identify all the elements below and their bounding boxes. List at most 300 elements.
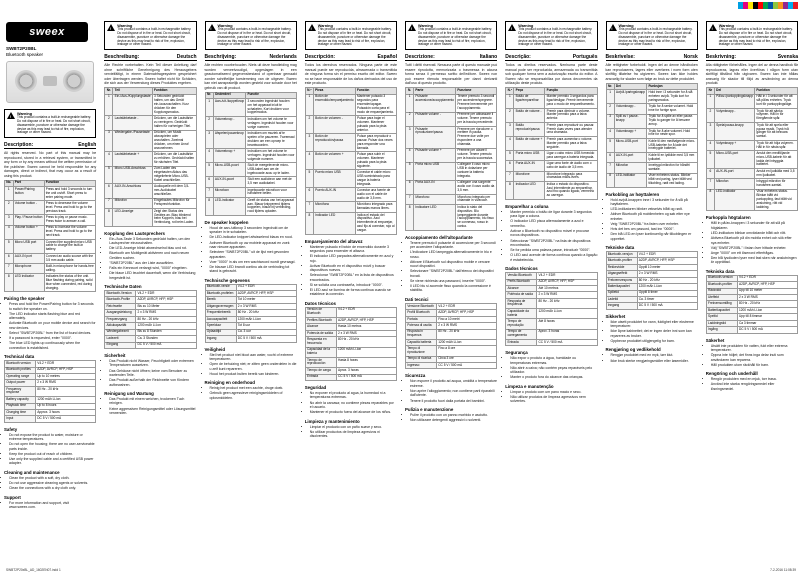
- instruction-list: [706, 377, 798, 391]
- section-header: [405, 54, 497, 62]
- parts-table: Nr. Del Funksjon 1 Av/på-/paringsknapp Hold inne i 3 sekunder for å slå enheten av/på. Trykk kort for paringsmodus. 2 Volumknapp - Trykk for å senke volumet. Hold inne for forrige spor. 3 Spill av / pause-knapp Trykk for å spille av eller pause. Trykk to ganger for å besvare anrop. 4 Volumknapp + Trykk for å øke volumet. Hold inne for neste spor. 5 Micro-USB-port Koble til den medfølgende micro-USB-kabelen for å lade det innebygde batteriet. 6 AUX-IN-port Koble til en lydkilde med 3,5 mm lydkabel. 7 Mikrofon Innebygd mikrofon for håndfri samtale. 8 LED-indikator Viser enhetens status. Blinker blått ved paring, lyser blått ved tilkobling, rødt ved lading.: [606, 83, 698, 188]
- specs-table: [505, 272, 597, 346]
- list-item: • No exponer el producto al agua, la humedad ni a temperaturas extremas.: [310, 391, 397, 400]
- table-row: 8 LED-indikator Viser enhetens status. Blinker blått ved paring, lyser blått ved tilkobling, rødt ved lading.: [606, 173, 697, 187]
- table-row: 3 Botão reproduzir/pausa Premir para reproduzir ou pausar. Premir duas vezes para atender uma chamada.: [506, 122, 597, 136]
- table-row: Respuesta en frecuencia 80 Hz - 20 kHz: [305, 337, 396, 347]
- description-title: Descripción:: [304, 53, 336, 60]
- list-item: • Das Produkt mit einem weichen, trockenen Tuch reinigen.: [109, 397, 196, 406]
- table-row: 7 Mikrofon Inbyggd mikrofon för handsfree-samtal.: [706, 179, 797, 189]
- table-row: Batterikapasitet 1200 mAh Li-ion: [606, 284, 697, 290]
- subsection-heading: Parkoppla högtalaren: [705, 215, 751, 221]
- description-title: Beschrijving:: [204, 53, 237, 60]
- table-row: 5 Micro-USB-port Anslut den medföljande micro-USB-kabeln för att ladda det inbyggda batteriet.: [706, 151, 797, 169]
- table-row: 8 LED indicator Indicates the status of the unit. Blue flashing during pairing, solid blue when connected, red during charging.: [5, 274, 96, 292]
- list-item: • Välj "SWBT2P20BL" i listan över hittade enheter.: [711, 246, 798, 250]
- list-item: • Limpiar el producto con un paño suave y seco.: [310, 425, 397, 429]
- warning-triangle-icon: [609, 24, 617, 31]
- table-row: 2 Volymknapp - Tryck för att sänka volymen. Håll in för föregående spår.: [706, 108, 797, 122]
- list-item: • Manter premido o botão de ligar durante 3 segundos para ligar a coluna.: [510, 210, 597, 219]
- table-row: Ingång DC 5 V / 500 mA: [706, 327, 797, 333]
- list-item: • Activar o Bluetooth no dispositivo móvel e procurar novos dispositivos.: [510, 229, 597, 238]
- table-row: Charging time Approx. 3 hours: [5, 409, 96, 415]
- table-row: Bluetooth version V4.2 + EDR: [5, 361, 96, 367]
- instruction-list: [104, 237, 196, 280]
- list-item: • Hold av/på-knappen inne i 3 sekunder for å slå på høyttaleren.: [611, 198, 698, 207]
- table-row: Ingresso CC 5 V / 500 mA: [406, 363, 497, 369]
- parts-table: N. Parte Funzione 1 Pulsante accensione/accoppiamento Tenere premuto 3 secondi per accendere/spegnere. Premere brevemente per l'accoppiamento. 2 Pulsante volume - Premere per abbassare il volume. Tenere premuto per la traccia precedente. 3 Pulsante riproduzione/pausa Premere per riprodurre o mettere in pausa. Premere due volte per rispondere a una chiamata. 4 Pulsante volume + Premere per alzare il volume. Tenere premuto per la traccia successiva. 5 Porta micro USB Collegare il cavo micro USB in dotazione per caricare la batteria integrata. 6 Porta AUX-IN Collegare una sorgente audio con il cavo audio da 3,5 mm. 7 Microfono Microfono integrato per chiamate in vivavoce. 8 Indicatore LED Indica lo stato del dispositivo. Blu lampeggiante durante l'accoppiamento, blu fisso se connesso, rosso in carica.: [405, 87, 497, 231]
- table-row: 3 Spill av / pause-knapp Trykk for å spille av eller pause. Trykk to ganger for å besvare anrop.: [606, 114, 697, 128]
- list-item: • Do not open the housing; there are no user-serviceable parts inside.: [9, 442, 96, 451]
- table-row: 8 Indicador LED Indica o estado do dispositivo. Azul intermitente ao emparelhar, azul fixo quando ligado, vermelho ao carregar.: [506, 181, 597, 199]
- table-row: Entrada CC 5 V / 500 mA: [305, 374, 396, 380]
- table-row: Bluetooth-profielen A2DP, AVRCP, HFP, HSP: [205, 291, 296, 297]
- subsection-heading: Tekniska data: [705, 268, 735, 274]
- instruction-list: [305, 425, 397, 439]
- list-item: • Reinig het product met een zachte, droge doek.: [210, 386, 297, 390]
- list-item: • "SWBT2P20BL" aus der Liste auswählen.: [109, 261, 196, 265]
- table-row: 1 Botão de ligar/emparelhar Manter premido 3 segundos para ligar/desligar. Premir brevemente para o modo de emparelhamento.: [506, 94, 597, 108]
- list-item: • Die LED-Anzeige blinkt abwechselnd blau und rot.: [109, 246, 196, 250]
- table-row: 4 Lautstärketaste + Drücken, um die Lautstärke zu erhöhen. Gedrückt halten für nächsten Titel.: [105, 152, 196, 166]
- warning-box: [706, 21, 798, 50]
- table-row: 7 Microfono Microfono integrato per chiamate in vivavoce.: [406, 194, 497, 204]
- warning-box: [606, 21, 698, 50]
- list-item: • LED-indikatoren blinker vekselvis blått og rødt.: [611, 207, 698, 211]
- table-row: 4 Botón de volumen + Pulsar para subir el volumen. Mantener pulsado para la pista siguiente.: [305, 152, 396, 170]
- subsection-heading: Technische Daten: [104, 284, 142, 290]
- warning-triangle-icon: [408, 24, 416, 31]
- subsection-heading: Datos técnicos: [304, 300, 336, 306]
- table-row: 5 Porta micro USB Ligar o cabo micro USB fornecido para carregar a bateria integrada.: [506, 151, 597, 161]
- list-item: • Rengjør produktet med en myk, tørr klut.: [611, 353, 698, 357]
- subsection-heading: Rengöring och underhåll: [705, 371, 758, 377]
- subsection-heading: Dados técnicos: [505, 266, 538, 272]
- list-item: • Se viene richiesta una password, inserire "0000".: [410, 279, 497, 283]
- list-item: • Select "SWBT2P20BL" from the list of found devices.: [9, 331, 96, 335]
- list-item: • Press and hold the Power/Pairing button for 3 seconds to switch the speaker on.: [9, 302, 96, 311]
- list-item: • Das Gehäuse nicht öffnen; keine vom Benutzer zu wartenden Teile.: [109, 369, 196, 378]
- model-code: SWBT2P20BL: [6, 46, 37, 51]
- subsection-heading: Reinigung und Wartung: [104, 390, 154, 396]
- list-item: • O indicador LED pisca alternadamente a azul e vermelho.: [510, 219, 597, 228]
- list-item: • Activeer Bluetooth op uw mobiele apparaat en zoek naar nieuwe apparaten.: [210, 241, 297, 250]
- table-row: Frequentiebereik 80 Hz - 20 kHz: [205, 310, 296, 316]
- list-item: • Öppna inte höljet; det finns inga delar inuti som användaren kan reparera.: [711, 353, 798, 362]
- table-row: Räckvidd Upp till 10 meter: [706, 288, 797, 294]
- copyright-notice: Todos los derechos reservados. Ninguna parte de este manual puede ser reproducida, almacenada o transmitida de ninguna forma sin el permiso escrito del editor. Sweex no se hace responsable de los daños derivados del uso de este producto.: [304, 63, 397, 86]
- parts-table: No. Part Function 1 Power/Pairing button Press and hold 3 seconds to turn the unit on/off. Short press to enter pairing mode. 2 Volume button - Press to decrease the volume level. Press and hold to go to the previous track. 3 Play / Pause button Press to play or pause music. Press twice to answer a call. 4 Volume button + Press to increase the volume level. Press and hold to go to the next track. 5 Micro USB port Connect the supplied micro USB cable to charge the built-in battery. 6 AUX-IN port Connect an audio source with the 3.5 mm audio cable. 7 Microphone Built-in microphone for hands-free calling. 8 LED indicator Indicates the status of the unit. Blue flashing during pairing, solid blue when connected, red during charging.: [4, 180, 96, 293]
- language-name: Norsk: [683, 53, 698, 60]
- specs-table: [104, 290, 196, 349]
- section-header: [606, 54, 698, 62]
- list-item: • Limpar o produto com um pano macio e seco.: [510, 390, 597, 394]
- table-row: Capacidad de la batería 1200 mAh Li-ion: [305, 347, 396, 357]
- table-row: Profili Bluetooth A2DP, AVRCP, HFP, HSP: [406, 310, 497, 316]
- list-item: • LED-indikatorn blinkar omväxlande blått och rött.: [711, 231, 798, 235]
- copyright-notice: Alle rettigheter forbeholdt. Ingen del av denne håndboken kan reproduseres, lagres eller overføres i noen form uten skriftlig tillatelse fra utgiveren. Sweex kan ikke holdes ansvarlig for skader som følge av bruk av dette produktet.: [605, 63, 698, 81]
- table-row: Speelduur Tot 8 uur: [205, 323, 296, 329]
- instruction-list: [305, 245, 397, 297]
- warning-box: [104, 21, 196, 50]
- list-item: • Selezionare "SWBT2P20BL" dall'elenco dei dispositivi trovati.: [410, 269, 497, 278]
- language-name: Svenska: [777, 53, 798, 60]
- table-row: 8 LED-indicator Geeft de status van het apparaat aan. Blauw knipperend tijdens koppelen, blauw bij verbinding, rood tijdens opladen.: [205, 197, 296, 215]
- footer-right: 7-2-2016 11:08:39: [770, 568, 796, 572]
- list-item: • El LED azul se ilumina de forma continua cuando se establece la conexión.: [310, 288, 397, 297]
- table-row: Bluetooth-profiler A2DP, AVRCP, HFP, HSP: [706, 282, 797, 288]
- list-item: • Den blå lysdioden lyser med fast sken när anslutningen är upprättad.: [711, 256, 798, 265]
- list-item: • Attivare il Bluetooth sul dispositivo mobile e cercare nuovi dispositivi.: [410, 260, 497, 269]
- list-item: • Open de behuizing niet; er zitten geen onderdelen in die u zelf kunt repareren.: [210, 362, 297, 371]
- table-row: 1 På/av-/parkopplingsknapp Håll in i 3 sekunder för att slå på/av enheten. Tryck kort för parkopplingsläge.: [706, 94, 797, 108]
- list-item: • Non aprire l'alloggiamento; non contiene parti riparabili dall'utente.: [410, 389, 497, 398]
- instruction-list: [706, 221, 798, 264]
- table-row: Speltid Upp till 8 timmar: [706, 314, 797, 320]
- subsection-heading: Tekniske data: [605, 244, 635, 250]
- warning-triangle-icon: [508, 24, 516, 31]
- table-row: Bluetooth-versie V4.2 + EDR: [205, 284, 296, 290]
- table-row: Laddningstid Ca 3 timmar: [706, 320, 797, 326]
- table-row: 6 Porta AUX-IN Collegare una sorgente audio con il cavo audio da 3,5 mm.: [406, 180, 497, 194]
- warning-triangle-icon: [709, 24, 717, 31]
- list-item: • Do not use aggressive cleaning agents or solvents.: [9, 481, 96, 485]
- table-row: Capacità batteria 1200 mAh Li-ion: [406, 339, 497, 345]
- subsection-heading: Segurança: [505, 350, 528, 356]
- language-column-english: [0, 14, 100, 559]
- language-column-italiano: [401, 14, 501, 559]
- warning-box: [4, 109, 96, 138]
- table-row: Inngang DC 5 V / 500 mA: [606, 303, 697, 309]
- list-item: • Ange "0000" om ett lösenord efterfrågas.: [711, 251, 798, 255]
- table-row: Bluetooth profiles A2DP, AVRCP, HFP, HSP: [5, 367, 96, 373]
- table-row: Uitgangsvermogen 2 x 3 W RMS: [205, 303, 296, 309]
- list-item: • Den blå LED-en lyser kontinuerlig når tilkoblingen er opprettet.: [611, 232, 698, 241]
- table-row: 8 LED-indikator Visar enhetens status. Blinkar blått vid parkoppling, fast blått vid anslutning, rött vid laddning.: [706, 189, 797, 211]
- table-row: 7 Microfone Microfone integrado para chamadas mãos-livres.: [506, 171, 597, 181]
- list-item: • Velg "SWBT2P20BL" fra listen over enheter.: [611, 222, 698, 226]
- language-column-svenska: [702, 14, 802, 559]
- copyright-notice: Todos os direitos reservados. Nenhuma parte deste manual pode ser reproduzida, armazenada ou transmitida sob qualquer forma sem a autorização escrita do editor. A Sweex não se responsabiliza por danos decorrentes da utilização deste produto.: [505, 63, 598, 86]
- instruction-list: [606, 320, 698, 344]
- table-row: Capacidade da bateria 1200 mAh Li-ion: [506, 309, 597, 319]
- table-row: 5 Micro-USB-poort Sluit de meegeleverde micro-USB-kabel aan om de ingebouwde accu op te laden.: [205, 163, 296, 177]
- warning-box: [305, 21, 397, 50]
- list-item: • Rengör produkten med en mjuk, torr trasa.: [711, 377, 798, 381]
- list-item: • Não utilizar produtos de limpeza agressivos nem solventes.: [510, 395, 597, 404]
- table-row: 2 Volumknapp - Trykk for å senke volumet. Hold inne for forrige spor.: [606, 104, 697, 114]
- table-row: 3 Pulsante riproduzione/pausa Premere per riprodurre o mettere in pausa. Premere due volte per rispondere a una chiamata.: [406, 126, 497, 148]
- copyright-notice: Alle Rechte vorbehalten. Kein Teil dieser Anleitung darf ohne schriftliche Genehmigung des Herausgebers vervielfältigt, in einem Datenabfragesystem gespeichert oder übertragen werden. Sweex haftet nicht für Schäden, die sich aus der Verwendung dieses Produktes ergeben.: [104, 63, 197, 86]
- instruction-list: [505, 390, 597, 404]
- subsection-heading: Säkerhet: [705, 337, 725, 343]
- table-row: Versión de Bluetooth V4.2 + EDR: [305, 307, 396, 317]
- copyright-notice: All rights reserved. No part of this manual may be reproduced, stored in a retrieval system, or transmitted in any form or by any means without the written permission of the publisher. Sweex cannot be held responsible for any damages, direct or indirect, that may occur as a result of using this product.: [4, 151, 97, 178]
- table-row: 7 Micrófono Micrófono integrado para llamadas manos libres.: [305, 202, 396, 212]
- specs-table: [606, 251, 698, 310]
- list-item: • Utsätt inte produkten för vatten, fukt eller extrema temperaturer.: [711, 344, 798, 353]
- table-row: 4 Volumeknop + Indrukken om het volume te verhogen. Ingedrukt houden voor volgende nummer.: [205, 149, 296, 163]
- language-columns: [0, 14, 802, 559]
- instruction-list: [4, 476, 96, 491]
- list-item: • Selecteer "SWBT2P20BL" uit de lijst met gevonden apparaten.: [210, 250, 297, 259]
- parts-table: N.º Peça Função 1 Botão de ligar/emparelhar Manter premido 3 segundos para ligar/desligar. Premir brevemente para o modo de emparelhamento. 2 Botão de volume - Premir para diminuir o volume. Manter premido para a faixa anterior. 3 Botão reproduzir/pausa Premir para reproduzir ou pausar. Premir duas vezes para atender uma chamada. 4 Botão de volume + Premir para aumentar o volume. Manter premido para a faixa seguinte. 5 Porta micro USB Ligar o cabo micro USB fornecido para carregar a bateria integrada. 6 Porta AUX-IN Ligar uma fonte de áudio com o cabo de áudio de 3,5 mm. 7 Microfone Microfone integrado para chamadas mãos-livres. 8 Indicador LED Indica o estado do dispositivo. Azul intermitente ao emparelhar, azul fixo quando ligado, vermelho ao carregar.: [505, 87, 597, 200]
- list-item: • Falls ein Kennwort verlangt wird, "0000" eingeben.: [109, 266, 196, 270]
- list-item: • Use only the supplied cable and a certified USB power adapter.: [9, 457, 96, 466]
- instruction-list: [4, 302, 96, 350]
- list-item: • No abrir la carcasa; no contiene piezas reparables por el usuario.: [310, 401, 397, 410]
- table-row: Bluetooth-versjon V4.2 + EDR: [606, 251, 697, 257]
- subsection-heading: Support: [4, 494, 21, 500]
- list-item: • Si se solicita una contraseña, introducir "0000".: [310, 283, 397, 287]
- instruction-list: [405, 241, 497, 293]
- list-item: • Ikke bruk sterke rengjøringsmidler eller løsemidler.: [611, 359, 698, 363]
- list-item: • Não expor o produto a água, humidade ou temperaturas extremas.: [510, 356, 597, 365]
- list-item: • Bluetooth am Mobilgerät aktivieren und nach neuen Geräten suchen.: [109, 251, 196, 260]
- table-row: 7 Microfoon Ingebouwde microfoon voor handsfree bellen.: [205, 187, 296, 197]
- copyright-notice: Tutti i diritti riservati. Nessuna parte di questo manuale può essere riprodotta, memorizzata o trasmessa in alcuna forma senza il permesso scritto dell'editore. Sweex non può essere ritenuta responsabile per danni derivanti dall'uso di questo prodotto.: [405, 63, 498, 86]
- subsection-heading: Safety: [4, 426, 18, 432]
- list-item: • Voer "0000" in als om een wachtwoord wordt gevraagd.: [210, 260, 297, 264]
- table-row: 1 Ein-/Aus-/Kopplungstaste 3 Sekunden gedrückt halten, um das Gerät ein-/auszuschalten. Kurz drücken für den Kopplungsmodus.: [105, 94, 196, 116]
- list-item: • If a password is requested, enter "0000".: [9, 336, 96, 340]
- table-row: 5 Micro-USB-Anschluss Zum Laden des eingebauten Akkus das mitgelieferte Micro-USB-Kabel anschließen.: [105, 166, 196, 184]
- table-row: 3 Spela/pausa-knapp Tryck för att spela eller pausa musik. Tryck två gånger för att besvara samtal.: [706, 122, 797, 140]
- table-row: Batterikapacitet 1200 mAh Li-ion: [706, 307, 797, 313]
- table-row: 8 Indicador LED Indica el estado del dispositivo. Azul intermitente al emparejar, azul fijo al conectar, rojo al cargar.: [305, 212, 396, 234]
- table-row: Alcance Hasta 10 metros: [305, 324, 396, 330]
- list-item: • Il LED blu si accende fisso quando la connessione è stabilita.: [410, 284, 497, 293]
- table-row: 4 Volumknapp + Trykk for å øke volumet. Hold inne for neste spor.: [606, 128, 697, 138]
- list-item: • Tenere il prodotto fuori dalla portata dei bambini.: [410, 399, 497, 403]
- instruction-list: [104, 397, 196, 415]
- subsection-heading: Reiniging en onderhoud: [204, 380, 255, 386]
- table-row: 4 Botão de volume + Premir para aumentar o volume. Manter premido para a faixa seguinte.: [506, 137, 597, 151]
- table-row: Tiempo de carga Aprox. 3 horas: [305, 368, 396, 374]
- model-name: Bluetooth speaker: [6, 52, 44, 57]
- language-name: English: [78, 141, 97, 148]
- parts-table: N.º Pieza Función 1 Botón de encendido/emparejamiento Mantener pulsado 3 segundos para encender/apagar. Pulsación corta para el modo de emparejamiento. 2 Botón de volumen - Pulsar para bajar el volumen. Mantener pulsado para la pista anterior. 3 Botón de reproducción/pausa Pulsar para reproducir o pausar. Pulsar dos veces para responder una llamada. 4 Botón de volumen + Pulsar para subir el volumen. Mantener pulsado para la pista siguiente. 5 Puerto micro USB Conectar el cable micro USB suministrado para cargar la batería integrada. 6 Puerto AUX-IN Conectar una fuente de audio con el cable de audio de 3,5 mm. 7 Micrófono Micrófono integrado para llamadas manos libres. 8 Indicador LED Indica el estado del dispositivo. Azul intermitente al emparejar, azul fijo al conectar, rojo al cargar.: [305, 87, 397, 234]
- warning-triangle-icon: [7, 112, 15, 119]
- subsection-heading: Pulizia e manutenzione: [405, 406, 454, 412]
- section-header: [305, 54, 397, 62]
- instruction-list: [205, 353, 297, 377]
- subsection-heading: Parkobling av høyttaleren: [605, 191, 660, 197]
- instruction-list: [606, 353, 698, 363]
- print-color-bar: [738, 2, 798, 9]
- list-item: • Ikke åpne kabinettet; det er ingen deler inni som kan repareres av bruker.: [611, 329, 698, 338]
- warning-triangle-icon: [107, 24, 115, 31]
- table-row: Uteffekt 2 x 3 W RMS: [706, 294, 797, 300]
- list-item: • Keine aggressiven Reinigungsmittel oder Lösungsmittel verwenden.: [109, 407, 196, 416]
- subsection-heading: Cleaning and maintenance: [4, 469, 60, 475]
- list-item: • Seleccionar "SWBT2P20BL" na lista de dispositivos encontrados.: [510, 239, 597, 248]
- table-row: Rekkevidde Opptil 10 meter: [606, 264, 697, 270]
- table-row: 7 Microphone Built-in microphone for hands-free calling.: [5, 264, 96, 274]
- list-item: • Tenere premuto il pulsante di accensione per 3 secondi per accendere l'altoparlante.: [410, 241, 497, 250]
- warning-text: Warning This product contains a built-in rechargeable battery. Do not dispose of in fire or heat. Do not short circuit, disassemble, puncture or otherwise damage the device as this may lead to risk of fire, explosion, leakage or other hazard.: [618, 23, 693, 47]
- table-row: 6 Puerto AUX-IN Conectar una fuente de audio con el cable de audio de 3,5 mm.: [305, 188, 396, 202]
- language-name: Nederlands: [269, 53, 297, 60]
- list-item: • Håll in på/av-knappen i 3 sekunder för att slå på högtalaren.: [711, 221, 798, 230]
- table-row: Potencia de salida 2 x 3 W RMS: [305, 330, 396, 336]
- warning-box: [505, 21, 597, 50]
- table-row: Portata Fino a 10 metri: [406, 316, 497, 322]
- table-row: 5 Micro-USB-port Koble til den medfølgende micro-USB-kabelen for å lade det innebygde batteriet.: [606, 138, 697, 152]
- table-row: 5 Puerto micro USB Conectar el cable micro USB suministrado para cargar la batería integrada.: [305, 170, 396, 188]
- warning-box: [405, 21, 497, 50]
- table-row: 6 AUX-IN-poort Sluit een audiobron aan met de 3,5 mm audiokabel.: [205, 177, 296, 187]
- list-item: • Activar Bluetooth en el dispositivo móvil y buscar dispositivos nuevos.: [310, 264, 397, 273]
- subsection-heading: Dati tecnici: [405, 296, 429, 302]
- table-row: 6 Porta AUX-IN Ligar uma fonte de áudio com o cabo de áudio de 3,5 mm.: [506, 161, 597, 171]
- table-row: 4 Volume button + Press to increase the volume level. Press and hold to go to the next track.: [5, 225, 96, 239]
- instruction-list: [706, 344, 798, 368]
- warning-text: Warning This product contains a built-in rechargeable battery. Do not dispose of in fire or heat. Do not short circuit, disassemble, puncture or otherwise damage the device as this may lead to risk of fire, explosion, leakage or other hazard.: [217, 23, 292, 47]
- section-header: [505, 54, 597, 62]
- warning-triangle-icon: [308, 24, 316, 31]
- table-row: Eingang DC 5 V / 500 mA: [105, 342, 196, 348]
- table-row: Perfiles Bluetooth A2DP, AVRCP, HFP, HSP: [305, 317, 396, 323]
- list-item: • Använd inte starka rengöringsmedel eller lösningsmedel.: [711, 382, 798, 391]
- language-column-español: [301, 14, 401, 559]
- table-row: 1 Av/på-/paringsknapp Hold inne i 3 sekunder for å slå enheten av/på. Trykk kort for paringsmodus.: [606, 90, 697, 104]
- copyright-notice: Alla rättigheter förbehålles. Ingen del av denna handbok får reproduceras, lagras eller överföras i någon form utan skriftligt tillstånd från utgivaren. Sweex kan inte hållas ansvarig för skador till följd av användning av denna produkt.: [705, 63, 798, 86]
- table-row: 6 AUX-IN port Connect an audio source with the 3.5 mm audio cable.: [5, 253, 96, 263]
- list-item: • Hvis det bes om passord, tast inn "0000".: [611, 227, 698, 231]
- instruction-list: [104, 359, 196, 387]
- parts-table: Nr. Onderdeel Functie 1 Aan-/uit-/koppelknop 3 seconden ingedrukt houden om het apparaat in/uit te schakelen. Kort drukken voor koppelmodus. 2 Volumeknop - Indrukken om het volume te verlagen. Ingedrukt houden voor vorige nummer. 3 Afspelen/pauzeknop Indrukken om muziek af te spelen of te pauzeren. Tweemaal drukken om een oproep te beantwoorden. 4 Volumeknop + Indrukken om het volume te verhogen. Ingedrukt houden voor volgende nummer. 5 Micro-USB-poort Sluit de meegeleverde micro-USB-kabel aan om de ingebouwde accu op te laden. 6 AUX-IN-poort Sluit een audiobron aan met de 3,5 mm audiokabel. 7 Microfoon Ingebouwde microfoon voor handsfree bellen. 8 LED-indicator Geeft de status van het apparaat aan. Blauw knipperend tijdens koppelen, blauw bij verbinding, rood tijdens opladen.: [205, 92, 297, 216]
- table-row: Versão Bluetooth V4.2 + EDR: [506, 273, 597, 279]
- warning-text: Warning This product contains a built-in rechargeable battery. Do not dispose of in fire or heat. Do not short circuit, disassemble, puncture or otherwise damage the device as this may lead to risk of fire, explosion, leakage or other hazard.: [418, 23, 493, 47]
- table-row: Tempo di riproduzione Fino a 8 ore: [406, 346, 497, 356]
- table-row: Potenza di uscita 2 x 3 W RMS: [406, 323, 497, 329]
- table-row: Entrada CC 5 V / 500 mA: [506, 339, 597, 345]
- table-row: Alcance Até 10 metros: [506, 285, 597, 291]
- section-header: [104, 54, 196, 62]
- specs-table: [405, 303, 497, 370]
- list-item: • Das Produkt außerhalb der Reichweite von Kindern aufbewahren.: [109, 378, 196, 387]
- list-item: • Não abrir a caixa; não contém peças reparáveis pelo utilizador.: [510, 366, 597, 375]
- subsection-heading: Emparejamiento del altavoz: [304, 238, 363, 244]
- table-row: 6 AUX-IN-port Koble til en lydkilde med 3,5 mm lydkabel.: [606, 153, 697, 163]
- list-item: • Non esporre il prodotto ad acqua, umidità o temperature estreme.: [410, 379, 497, 388]
- list-item: • Clean the product with a soft, dry cloth.: [9, 476, 96, 480]
- list-item: • Håll produkten utom räckhåll för barn.: [711, 363, 798, 367]
- section-header: [706, 54, 798, 62]
- list-item: • For more information and support, visit www.sweex.com.: [9, 501, 96, 510]
- instruction-list: [405, 413, 497, 423]
- subsection-heading: Sikkerhet: [605, 313, 626, 319]
- table-row: 7 Mikrofon Innebygd mikrofon for håndfri samtale.: [606, 163, 697, 173]
- list-item: • De LED-indicator knippert afwisselend blauw en rood.: [210, 235, 297, 239]
- instruction-list: [4, 501, 96, 510]
- language-column-nederlands: [201, 14, 301, 559]
- table-row: Accucapaciteit 1200 mAh Li-ion: [205, 316, 296, 322]
- instruction-list: [205, 226, 297, 274]
- instruction-list: [505, 356, 597, 380]
- table-row: Versione Bluetooth V4.2 + EDR: [406, 303, 497, 309]
- instruction-list: [4, 433, 96, 466]
- table-row: Akkukapazität 1200 mAh Li-Ion: [105, 323, 196, 329]
- list-item: • De blauwe LED brandt continu als de verbinding tot stand is gebracht.: [210, 265, 297, 274]
- language-column-norsk: [602, 14, 702, 559]
- list-item: • Non utilizzare detergenti aggressivi o solventi.: [410, 418, 497, 422]
- table-row: 4 Volymknapp + Tryck för att höja volymen. Håll in för nästa spår.: [706, 140, 797, 150]
- table-row: Ladetid Ca. 3 timer: [606, 297, 697, 303]
- table-row: Tiempo de reproducción Hasta 8 horas: [305, 357, 396, 367]
- table-row: Frequency response 80 Hz - 20 kHz: [5, 386, 96, 396]
- color-swatch: [793, 2, 798, 9]
- language-column-deutsch: [100, 14, 200, 559]
- table-row: 8 LED-Anzeige Zeigt den Status des Gerätes an. Blau blinkend beim Koppeln, blau bei Verbindung, rot beim Laden.: [105, 208, 196, 226]
- table-row: Bluetooth-Profile A2DP, AVRCP, HFP, HSP: [105, 297, 196, 303]
- specs-table: [305, 307, 397, 381]
- instruction-list: [305, 391, 397, 415]
- table-row: Perfis Bluetooth A2DP, AVRCP, HFP, HSP: [506, 279, 597, 285]
- list-item: • El indicador LED parpadea alternativamente en azul y rojo.: [310, 254, 397, 263]
- specs-table: [205, 284, 297, 343]
- table-row: Ingang DC 5 V / 500 mA: [205, 336, 296, 342]
- warning-box: [205, 21, 297, 50]
- table-row: Operating range Up to 10 metres: [5, 373, 96, 379]
- table-row: Bluetooth-profiler A2DP, AVRCP, HFP, HSP: [606, 258, 697, 264]
- language-name: Português: [572, 53, 598, 60]
- table-row: Tempo de carregamento Aprox. 3 horas: [506, 329, 597, 339]
- table-row: 6 AUX-IN-port Anslut en ljudkälla med 3,5 mm ljudkabel.: [706, 169, 797, 179]
- list-item: • Die blaue LED leuchtet dauerhaft, wenn die Verbindung hergestellt ist.: [109, 271, 196, 280]
- list-item: • Ikke utsett produktet for vann, fuktighet eller ekstreme temperaturer.: [611, 320, 698, 329]
- table-row: 3 Afspelen/pauzeknop Indrukken om muziek af te spelen of te pauzeren. Tweemaal drukken om een oproep te beantwoorden.: [205, 131, 296, 149]
- table-row: 1 Power/Pairing button Press and hold 3 seconds to turn the unit on/off. Short press to enter pairing mode.: [5, 187, 96, 201]
- table-row: Frekvensomfång 80 Hz - 20 kHz: [706, 301, 797, 307]
- warning-text: Warning This product contains a built-in rechargeable battery. Do not dispose of in fire or heat. Do not short circuit, disassemble, puncture or otherwise damage the device as this may lead to risk of fire, explosion, leakage or other hazard.: [518, 23, 593, 47]
- section-header: [4, 142, 96, 150]
- warning-text: Warning This product contains a built-in rechargeable battery. Do not dispose of in fire or heat. Do not short circuit, disassemble, puncture or otherwise damage the device as this may lead to risk of fire, explosion, leakage or other hazard.: [17, 111, 92, 135]
- list-item: • Houd het product buiten bereik van kinderen.: [210, 372, 297, 376]
- subsection-heading: Technical data: [4, 354, 35, 360]
- list-item: • O LED azul acende de forma contínua quando a ligação é estabelecida.: [510, 253, 597, 262]
- subsection-heading: Limpieza y mantenimiento: [304, 418, 360, 424]
- table-row: Battery capacity 1200 mAh Li-ion: [5, 397, 96, 403]
- table-row: 1 Botón de encendido/emparejamiento Mantener pulsado 3 segundos para encender/apagar. Pulsación corta para el modo de emparejamiento.: [305, 94, 396, 116]
- warning-text: Warning This product contains a built-in rechargeable battery. Do not dispose of in fire or heat. Do not short circuit, disassemble, puncture or otherwise damage the device as this may lead to risk of fire, explosion, leakage or other hazard.: [117, 23, 192, 47]
- parts-table: Nr Del Funktion 1 På/av-/parkopplingsknapp Håll in i 3 sekunder för att slå på/av enheten. Tryck kort för parkopplingsläge. 2 Volymknapp - Tryck för att sänka volymen. Håll in för föregående spår. 3 Spela/pausa-knapp Tryck för att spela eller pausa musik. Tryck två gånger för att besvara samtal. 4 Volymknapp + Tryck för att höja volymen. Håll in för nästa spår. 5 Micro-USB-port Anslut den medföljande micro-USB-kabeln för att ladda det inbyggda batteriet. 6 AUX-IN-port Anslut en ljudkälla med 3,5 mm ljudkabel. 7 Mikrofon Inbyggd mikrofon för handsfree-samtal. 8 LED-indikator Visar enhetens status. Blinkar blått vid parkoppling, fast blått vid anslutning, rött vid laddning.: [706, 87, 798, 211]
- table-row: Bereik Tot 10 meter: [205, 297, 296, 303]
- subsection-heading: Limpeza e manutenção: [505, 383, 554, 389]
- product-illustration: [6, 61, 94, 103]
- section-header: [205, 54, 297, 62]
- list-item: • Ein-/Aus-Taste 3 Sekunden gedrückt halten, um den Lautsprecher einzuschalten.: [109, 237, 196, 246]
- table-row: 4 Pulsante volume + Premere per alzare il volume. Tenere premuto per la traccia successiva.: [406, 148, 497, 162]
- table-row: Oplaadtijd Ca. 3 uur: [205, 329, 296, 335]
- table-row: Bluetooth-Version V4.2 + EDR: [105, 291, 196, 297]
- instruction-list: [205, 386, 297, 400]
- table-row: Tempo de reprodução Até 8 horas: [506, 319, 597, 329]
- table-row: 2 Botão de volume - Premir para diminuir o volume. Manter premido para a faixa anterior.: [506, 108, 597, 122]
- subsection-heading: Emparelhar a coluna: [505, 203, 549, 209]
- table-row: Reichweite Bis zu 10 Meter: [105, 303, 196, 309]
- language-name: Español: [377, 53, 397, 60]
- list-item: • Das Produkt nicht Wasser, Feuchtigkeit oder extremen Temperaturen aussetzen.: [109, 359, 196, 368]
- list-item: • Do not expose the product to water, moisture or extreme temperatures.: [9, 433, 96, 442]
- description-title: Beskrivelse:: [605, 53, 635, 60]
- list-item: • Manter o produto fora do alcance das crianças.: [510, 375, 597, 379]
- table-row: Risposta in frequenza 80 Hz - 20 kHz: [406, 329, 497, 339]
- subsection-heading: Sicurezza: [405, 373, 426, 379]
- description-title: Beschreibung:: [104, 53, 140, 60]
- language-name: Italiano: [479, 53, 498, 60]
